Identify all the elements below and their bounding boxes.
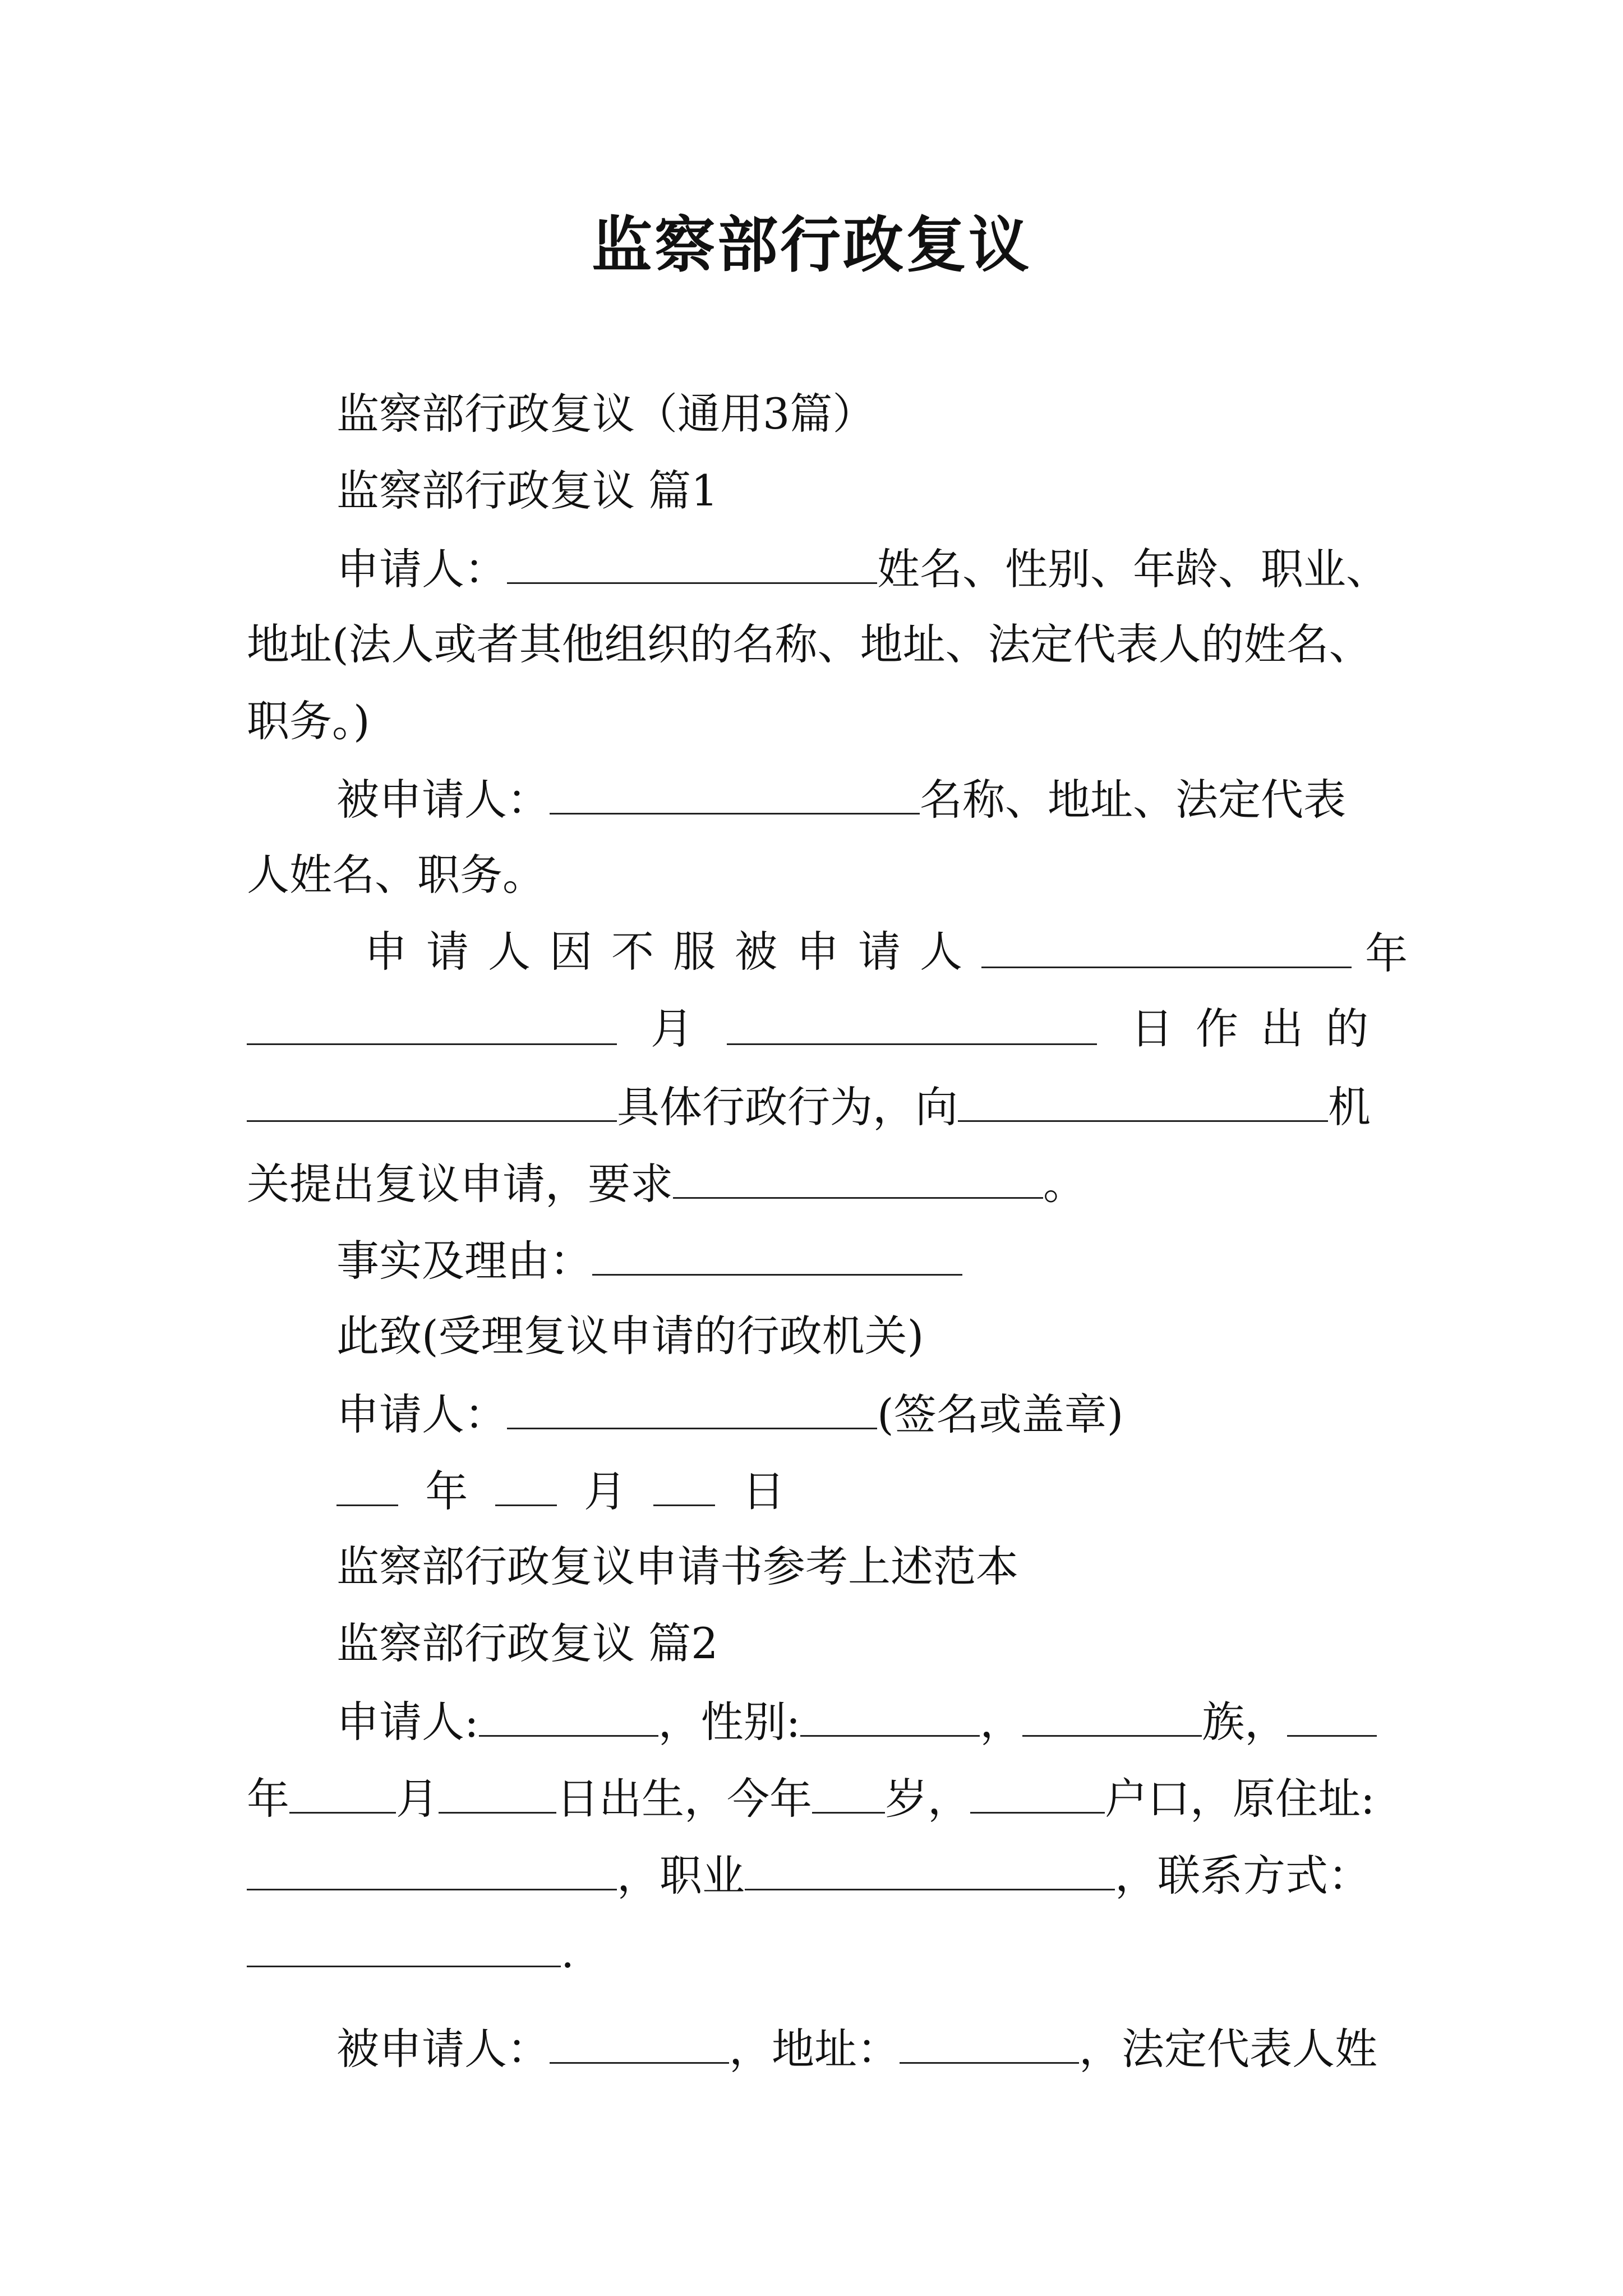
p2-respondent-address-label: ，地址： xyxy=(729,2024,900,2074)
request-line-2 xyxy=(247,1001,1391,1057)
respondent-note-text-2: 人姓名、职务。 xyxy=(247,850,545,900)
date-year-label: 年 xyxy=(425,1466,468,1516)
p2-legal-rep-label: ，法定代表人姓 xyxy=(1079,2024,1377,2074)
reference-line xyxy=(336,1539,1391,1595)
signature-blank xyxy=(507,1385,877,1429)
p2-respondent-address-blank xyxy=(900,2019,1079,2064)
salutation-line xyxy=(336,1308,1391,1364)
respondent-blank xyxy=(550,770,920,815)
facts-blank xyxy=(592,1231,962,1276)
facts-label: 事实及理由： xyxy=(336,1236,592,1286)
p2-address-blank xyxy=(247,1846,617,1890)
signature-label: 申请人： xyxy=(336,1389,507,1439)
reference-text: 监察部行政复议申请书参考上述范本 xyxy=(336,1542,1018,1591)
month-blank xyxy=(247,1001,617,1045)
respondent-label: 被申请人： xyxy=(336,775,550,825)
p2-age-blank xyxy=(812,1769,885,1814)
section-heading-1-text: 监察部行政复议 篇1 xyxy=(336,466,718,516)
action-blank xyxy=(247,1078,617,1122)
date-day-blank xyxy=(653,1462,715,1506)
date-year-blank xyxy=(336,1462,398,1506)
salutation-text: 此致(受理复议申请的行政机关) xyxy=(336,1311,924,1361)
p2-birth-year-blank xyxy=(1287,1692,1377,1737)
p2-job-line xyxy=(247,1846,1391,1902)
day-made-text: 日作出的 xyxy=(1131,1004,1391,1053)
facts-line xyxy=(336,1231,1391,1287)
p2-day-blank xyxy=(439,1769,556,1814)
demand-text: 关提出复议申请，要求 xyxy=(247,1159,673,1209)
section-heading-2 xyxy=(336,1616,1391,1672)
p2-year-label: 年 xyxy=(247,1774,289,1824)
applicant-note-line-2 xyxy=(247,616,1391,673)
signature-note: (签名或盖章) xyxy=(877,1389,1124,1439)
respondent-note-line-2 xyxy=(247,847,1391,903)
section-heading-1 xyxy=(336,463,1391,519)
date-day-label: 日 xyxy=(742,1466,785,1516)
p2-job-blank xyxy=(745,1846,1115,1890)
respondent-line xyxy=(336,770,1391,826)
request-line-3 xyxy=(247,1078,1391,1134)
p2-contact-label: ，联系方式： xyxy=(1115,1851,1371,1901)
p2-respondent-label: 被申请人： xyxy=(336,2024,550,2074)
p2-address-label: 户口，原住址: xyxy=(1105,1774,1375,1824)
p2-age-label: 岁， xyxy=(885,1774,970,1824)
subtitle-line xyxy=(336,386,1391,442)
applicant-note-text-2: 地址(法人或者其他组织的名称、地址、法定代表人的姓名、 xyxy=(247,619,1372,669)
applicant-note: 姓名、性别、年龄、职业、 xyxy=(877,544,1389,594)
date-line xyxy=(336,1462,1391,1518)
respondent-note: 名称、地址、法定代表 xyxy=(920,775,1346,825)
p2-ethnicity-label: 族， xyxy=(1202,1697,1288,1747)
year-label: 年 xyxy=(1365,928,1408,978)
p2-ethnicity-blank xyxy=(1022,1692,1202,1737)
p2-contact-end: . xyxy=(561,1927,575,1977)
organ-text: 机 xyxy=(1328,1082,1371,1132)
date-month-label: 月 xyxy=(583,1466,626,1516)
demand-end: 。 xyxy=(1043,1159,1086,1209)
p2-comma: ， xyxy=(980,1697,1023,1747)
p2-gender-blank xyxy=(800,1692,980,1737)
organ-blank xyxy=(958,1078,1328,1122)
year-blank xyxy=(981,924,1352,968)
applicant-line xyxy=(336,540,1391,596)
section-heading-2-text: 监察部行政复议 篇2 xyxy=(336,1618,718,1668)
p2-born-text: 日出生，今年 xyxy=(556,1774,812,1824)
p2-job-label: ，职业 xyxy=(617,1851,745,1901)
p2-contact-line xyxy=(247,1923,1391,1979)
day-blank xyxy=(727,1001,1097,1045)
p2-month-blank xyxy=(289,1769,396,1814)
p2-respondent-blank xyxy=(550,2019,729,2064)
date-month-blank xyxy=(495,1462,557,1506)
applicant-note-line-3 xyxy=(247,693,1391,749)
document-title: 监察部行政复议 xyxy=(591,210,1031,280)
demand-blank xyxy=(673,1154,1043,1199)
request-line-4 xyxy=(247,1154,1391,1211)
p2-respondent-line xyxy=(336,2019,1391,2076)
applicant-blank xyxy=(507,540,877,584)
month-label: 月 xyxy=(651,1004,693,1053)
p2-applicant-line xyxy=(336,1692,1391,1749)
action-text: 具体行政行为，向 xyxy=(617,1082,958,1132)
request-line-1 xyxy=(365,924,1408,980)
signature-line xyxy=(336,1385,1391,1441)
subtitle-text: 监察部行政复议（通用3篇） xyxy=(336,389,875,439)
p2-name-blank xyxy=(479,1692,658,1737)
p2-applicant-label: 申请人: xyxy=(336,1697,479,1747)
applicant-label: 申请人： xyxy=(336,544,507,594)
applicant-note-text-3: 职务。) xyxy=(247,696,370,746)
p2-contact-blank xyxy=(247,1923,561,1967)
p2-hukou-blank xyxy=(970,1769,1105,1814)
p2-month-label: 月 xyxy=(396,1774,439,1824)
p2-birth-line xyxy=(247,1769,1391,1825)
request-text-1: 申请人因不服被申请人 xyxy=(365,927,981,977)
p2-gender-label: ，性别: xyxy=(658,1697,801,1747)
